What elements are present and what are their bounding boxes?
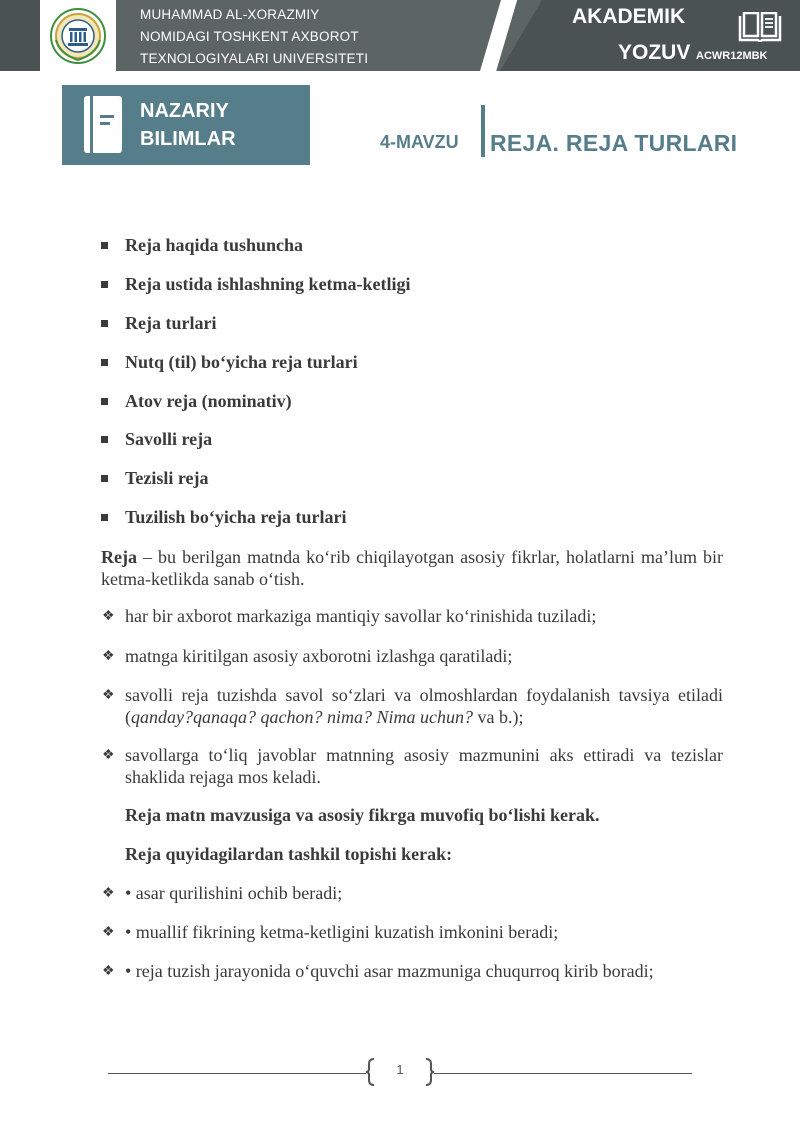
university-line: MUHAMMAD AL-XORAZMIY (140, 7, 320, 22)
outline-item: Savolli reja (125, 429, 213, 449)
section-label-box (62, 85, 310, 165)
course-code: ACWR12MBK (696, 50, 768, 62)
diamond-bullet-icon: ❖ (102, 886, 115, 901)
bullet-square (101, 514, 108, 521)
bullet-square (101, 281, 108, 288)
diamond-bullet-icon: ❖ (102, 688, 115, 703)
diamond-bullet-icon: ❖ (102, 649, 115, 664)
diamond-bullet-icon: ❖ (102, 748, 115, 763)
topic-number: 4-MAVZU (380, 132, 459, 152)
outline-item: Reja ustida ishlashning ketma-ketligi (125, 274, 411, 294)
section-label (140, 97, 236, 153)
header-left-block (0, 0, 40, 71)
section-label-line: BILIMLAR (140, 128, 236, 150)
footer-rule-right (434, 1073, 692, 1074)
university-line: NOMIDAGI TOSHKENT AXBOROT (140, 29, 359, 44)
right-brace-icon (424, 1058, 434, 1086)
definition-term: Reja (101, 547, 137, 567)
outline-item: Nutq (til) bo‘yicha reja turlari (125, 352, 358, 372)
bullet-square (101, 475, 108, 482)
diamond-bullet-icon: ❖ (102, 925, 115, 940)
rule-statement: Reja quyidagilardan tashkil topishi kerak: (125, 844, 453, 864)
outline-item: Atov reja (nominativ) (125, 391, 292, 411)
outline-item: Reja turlari (125, 313, 217, 333)
footer-rule-left (108, 1073, 366, 1074)
definition-paragraph (101, 546, 723, 590)
diamond-bullet-icon: ❖ (102, 609, 115, 624)
bullet-square (101, 242, 108, 249)
course-title-line2: YOZUV (618, 41, 691, 64)
open-book-icon (738, 12, 782, 42)
topic-title: REJA. REJA TURLARI (490, 130, 738, 156)
feature-item: savollarga to‘liq javoblar matnning asosiy mazmunini aks ettiradi va tezislar shaklida rejaga mos keladi. (125, 745, 723, 787)
feature-item: matnga kiritilgan asosiy axborotni izlashga qaratiladi; (125, 646, 513, 666)
feature-question-words: qanday?qanaqa? qachon? nima? Nima uchun? (131, 707, 473, 727)
university-seal-logo (50, 8, 106, 64)
university-line: TEXNOLOGIYALARI UNIVERSITETI (140, 51, 369, 66)
rule-statement: Reja matn mavzusiga va asosiy fikrga muvofiq bo‘lishi kerak. (125, 805, 600, 825)
requirement-item: • reja tuzish jarayonida o‘quvchi asar mazmuniga chuqurroq kirib boradi; (125, 961, 654, 981)
definition-text: – bu berilgan matnda ko‘rib chiqilayotgan asosiy fikrlar, holatlarni ma’lum bir ketma-ketlikda sanab o‘tish. (101, 547, 723, 589)
bullet-square (101, 398, 108, 405)
section-label-line: NAZARIY (140, 100, 229, 122)
left-brace-icon (366, 1058, 376, 1086)
outline-item: Tezisli reja (125, 468, 209, 488)
course-title-line1: AKADEMIK (572, 5, 686, 28)
feature-text: savolli reja tuzishda savol so‘zlari va olmoshlardan foydalanish tavsiya etiladi ( (125, 685, 723, 727)
university-name (140, 4, 490, 70)
topic-divider (481, 105, 485, 157)
requirement-item: • asar qurilishini ochib beradi; (125, 883, 343, 903)
diamond-bullet-icon: ❖ (102, 964, 115, 979)
requirement-item: • muallif fikrining ketma-ketligini kuzatish imkonini beradi; (125, 922, 559, 942)
feature-tail: va b.); (472, 707, 524, 727)
bullet-square (101, 359, 108, 366)
page-number: 1 (396, 1062, 404, 1077)
bullet-square (101, 320, 108, 327)
feature-item: har bir axborot markaziga mantiqiy savollar ko‘rinishida tuziladi; (125, 606, 597, 626)
outline-item: Tuzilish bo‘yicha reja turlari (125, 507, 347, 527)
outline-item: Reja haqida tushuncha (125, 235, 304, 255)
bullet-square (101, 436, 108, 443)
notebook-icon (82, 95, 124, 155)
feature-item (125, 684, 723, 728)
